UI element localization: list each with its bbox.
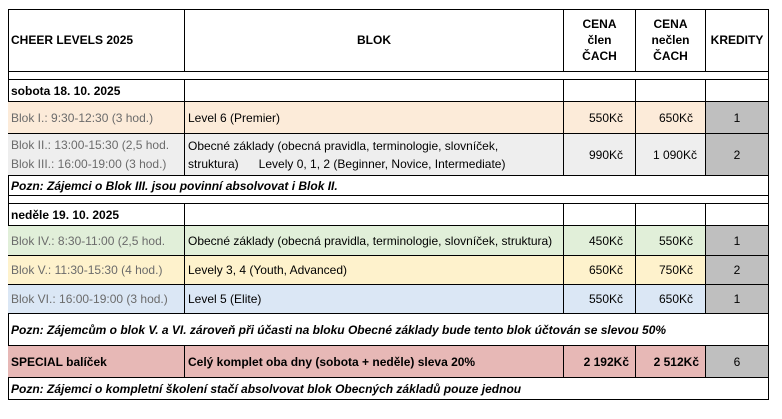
blok1-kredity: 1 [706,102,769,134]
header-cena-neclen-1: CENA [653,17,688,31]
blok5-time: Blok V.: 11:30-15:30 (4 hod.) [8,256,185,285]
blok1-desc: Level 6 (Premier) [185,102,564,134]
saturday-date-empty-blok [185,80,564,102]
saturday-note: Pozn: Zájemci o Blok III. jsou povinní absolvovat i Blok II. [8,176,769,196]
special-price-neclen: 2 512Kč [636,346,706,378]
sunday-date-empty-blok [185,204,564,226]
spacer-row [8,72,769,80]
blok5-price-clen: 650Kč [564,256,636,285]
blok3-time: Blok III.: 16:00-19:00 (3 hod.) [11,156,167,171]
saturday-date: sobota 18. 10. 2025 [8,80,185,102]
header-title: CHEER LEVELS 2025 [8,9,185,72]
blok23-kredity: 2 [706,134,769,176]
special-desc: Celý komplet oba dny (sobota + neděle) sleva 20% [185,346,564,378]
blok1-time: Blok I.: 9:30-12:30 (3 hod.) [8,102,185,134]
header-cena-clen-1: CENA [582,17,617,31]
blok23-price-neclen: 1 090Kč [636,134,706,176]
saturday-date-empty-clen [564,80,636,102]
blok6-desc: Level 5 (Elite) [185,285,564,314]
cheer-levels-table [8,9,769,400]
special-note: Pozn: Zájemci o kompletní školení stačí absolvovat blok Obecných základů pouze jednou [8,378,769,400]
blok23-desc-line1: Obecné základy (obecná pravidla, terminologie, slovníček, [188,138,499,153]
blok23-desc-line2: struktura) Levely 0, 1, 2 (Beginner, Novice, Intermediate) [188,156,506,171]
blok23-time [8,134,185,176]
header-cena-clen-3: ČACH [582,49,617,63]
header-cena-neclen-2: nečlen [651,33,690,47]
sunday-date-empty-clen [564,204,636,226]
spacer-row-2 [8,196,769,204]
special-kredity: 6 [706,346,769,378]
blok23-price-clen: 990Kč [564,134,636,176]
blok5-desc: Levely 3, 4 (Youth, Advanced) [185,256,564,285]
blok6-price-neclen: 650Kč [636,285,706,314]
blok4-desc: Obecné základy (obecná pravidla, terminologie, slovníček, struktura) [185,226,564,256]
blok6-time: Blok VI.: 16:00-19:00 (3 hod.) [8,285,185,314]
blok4-kredity: 1 [706,226,769,256]
header-cena-neclen [636,9,706,72]
header-blok: BLOK [185,9,564,72]
blok2-time: Blok II.: 13:00-15:30 (2,5 hod. [11,137,170,152]
sunday-note: Pozn: Zájemcům o blok V. a VI. zároveň při účasti na bloku Obecné základy bude tento blok účtován se slevou 50% [8,314,769,346]
blok4-price-neclen: 550Kč [636,226,706,256]
saturday-date-empty-kredity [706,80,769,102]
blok6-kredity: 1 [706,285,769,314]
blok4-time: Blok IV.: 8:30-11:00 (2,5 hod. [8,226,185,256]
blok23-desc [185,134,564,176]
blok1-price-neclen: 650Kč [636,102,706,134]
saturday-date-empty-neclen [636,80,706,102]
header-kredity: KREDITY [706,9,769,72]
header-cena-neclen-3: ČACH [653,49,688,63]
special-label: SPECIAL balíček [8,346,185,378]
blok4-price-clen: 450Kč [564,226,636,256]
sunday-date: neděle 19. 10. 2025 [8,204,185,226]
blok5-price-neclen: 750Kč [636,256,706,285]
blok6-price-clen: 550Kč [564,285,636,314]
blok1-price-clen: 550Kč [564,102,636,134]
header-cena-clen-2: člen [587,33,612,47]
sunday-date-empty-kredity [706,204,769,226]
special-price-clen: 2 192Kč [564,346,636,378]
blok5-kredity: 2 [706,256,769,285]
header-cena-clen [564,9,636,72]
sunday-date-empty-neclen [636,204,706,226]
